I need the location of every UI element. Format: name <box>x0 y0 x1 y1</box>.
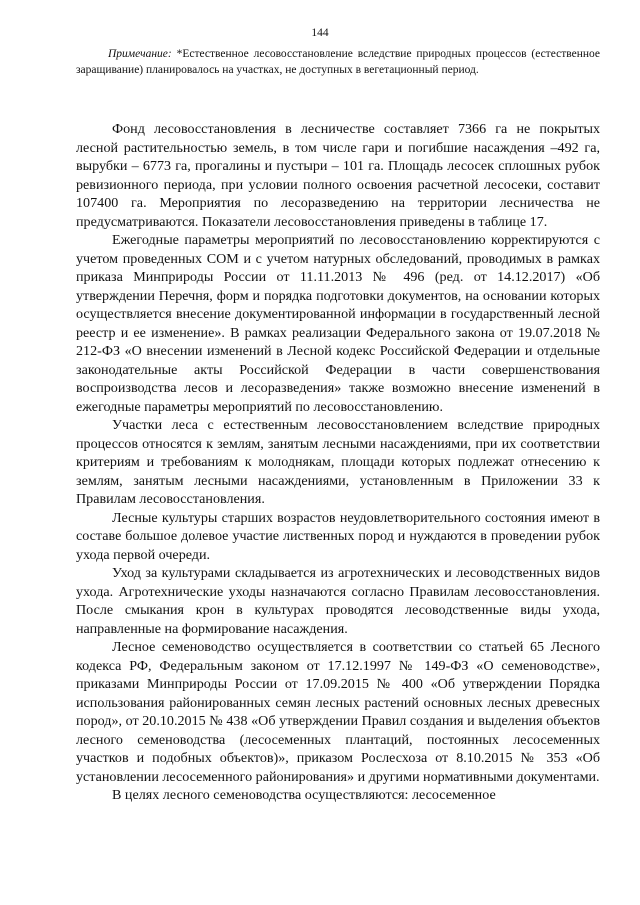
page-number: 144 <box>311 27 329 39</box>
paragraph-culture-care: Уход за культурами складывается из агротехнических и лесоводственных видов ухода. Агротехнические уходы назначаются согласно Правилам лесовосстановления. После смыкания крон в культурах проводятся лесоводственные виды ухода, направленные на формирование насаждения. <box>76 565 600 637</box>
note-text: *Естественное лесовосстановление вследствие природных процессов (естественное заращивание) планировалось на участках, не доступных в вегетационный период. <box>76 48 600 76</box>
paragraph-seed-production-goals: В целях лесного семеноводства осуществляются: лесосеменное <box>112 787 496 803</box>
document-body <box>76 120 600 805</box>
note-label: Примечание: <box>108 48 172 60</box>
paragraph-natural-regeneration: Участки леса с естественным лесовосстановлением вследствие природных процессов относятся к землям, занятым лесными насаждениями, при их соответствии критериям и требованиям к молоднякам, площади которых подлежат отнесению к землям, занятым лесными насаждениями, установленным в Приложении 33 к Правилам лесовосстановления. <box>76 417 600 507</box>
paragraph-seed-production: Лесное семеноводство осуществляется в соответствии со статьей 65 Лесного кодекса РФ, Федеральным законом от 17.12.1997 № 149-ФЗ «О семеноводстве», приказами Минприроды России от 17.09.2015 № 400 «Об утверждении Порядка использования районированных семян лесных растений основных лесных древесных пород», от 20.10.2015 № 438 «Об утверждении Правил создания и выделения объектов лесного семеноводства (лесосеменных плантаций, постоянных лесосеменных участков и подобных объектов)», приказом Рослесхоза от 8.10.2015 № 353 «Об установлении лесосеменного районирования» и другими нормативными документами. <box>76 639 600 785</box>
paragraph-reforestation-fund: Фонд лесовосстановления в лесничестве составляет 7366 га не покрытых лесной растительностью земель, в том числе гари и погибшие насаждения –492 га, вырубки – 6773 га, прогалины и пустыри – 101 га. Площадь лесосек сплошных рубок ревизионного периода, при условии полного освоения расчетной лесосеки, составит 107400 га. Мероприятия по лесоразведению на территории лесничества не предусматриваются. Показатели лесовосстановления приведены в таблице 17. <box>76 121 600 230</box>
paragraph-annual-parameters: Ежегодные параметры мероприятий по лесовосстановлению корректируются с учетом проведенных СОМ и с учетом натурных обследований, проводимых в рамках приказа Минприроды России от 11.11.2013 № 496 (ред. от 14.12.2017) «Об утверждении Перечня, форм и порядка подготовки документов, на основании которых осуществляется внесение документированной информации в государственный лесной реестр и ее изменение». В рамках реализации Федерального закона от 19.07.2018 № 212-ФЗ «О внесении изменений в Лесной кодекс Российской Федерации и отдельные законодательные акты Российской Федерации в части совершенствования воспроизводства лесов и лесоразведения» также возможно внесение изменений в ежегодные параметры мероприятий по лесовосстановлению. <box>76 232 600 415</box>
paragraph-older-cultures: Лесные культуры старших возрастов неудовлетворительного состояния имеют в составе большое долевое участие лиственных пород и нуждаются в проведении рубок ухода первой очереди. <box>76 509 600 563</box>
table-note <box>76 47 600 78</box>
